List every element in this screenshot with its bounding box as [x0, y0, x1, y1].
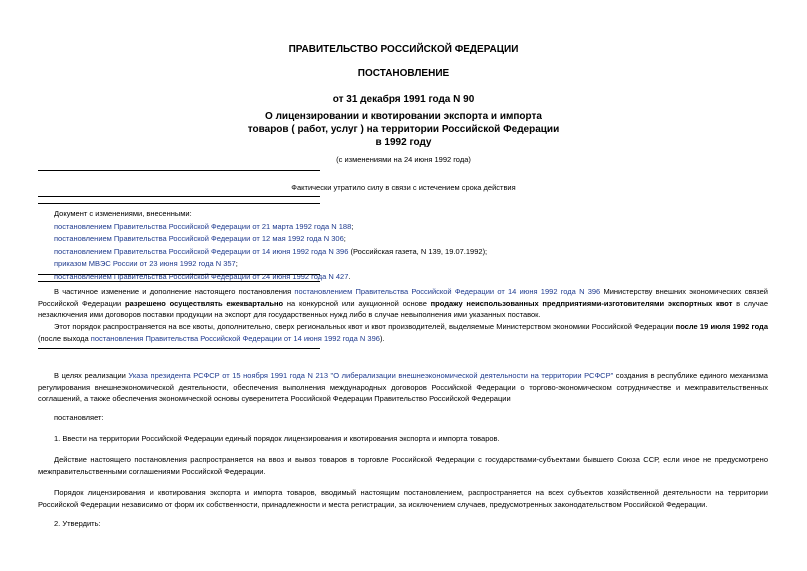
lost-force-note: Фактически утратило силу в связи с истечением срока действия [291, 183, 516, 192]
amendment-link[interactable]: постановлением Правительства Российской Федерации от 14 июня 1992 года N 396 [54, 246, 349, 256]
divider [38, 281, 320, 282]
divider [38, 348, 320, 349]
item-2: 2. Утвердить: [54, 519, 101, 528]
partial-change-paragraph: В частичное изменение и дополнение настоящего постановления постановлением Правительства Российской Федерации от 14 июня 1992 года N 396 Министерству внешних экономических связей Российской Федерации разрешено осуществлять ежеквартально на конкурсной или аукционной основе продажу неиспользованных предприятиями-изготовителями экспортных квот в случае незаключения ими договоров поставки продукции на экспорт для государственных нужд либо в случае невыполнения ими указанных поставок. [38, 287, 769, 319]
amendment-link[interactable]: постановлением Правительства Российской Федерации от 21 марта 1992 года N 188 [54, 221, 352, 231]
amendment-link[interactable]: постановлением Правительства Российской Федерации от 24 июня 1992 года N 427 [54, 271, 349, 281]
divider [38, 196, 320, 197]
amendment-item: постановлением Правительства Российской Федерации от 12 мая 1992 года N 306; [54, 234, 346, 243]
decree-213-link[interactable]: Указа президента РСФСР от 15 ноября 1991 года N 213 "О либерализации внешнеэкономической деятельности на территории РСФСР" [128, 371, 614, 380]
document-title [0, 110, 807, 149]
item-1: 1. Ввести на территории Российской Федерации единый порядок лицензирования и квотирования экспорта и импорта товаров. [54, 434, 500, 443]
title-line-3: в 1992 году [375, 137, 432, 148]
quota-order-paragraph: Этот порядок распространяется на все квоты, дополнительно, сверх региональных квот и квот производителей, выделяемые Министерством экономики Российской Федерации после 19 июля 1992 года (после выхода постановления Правительства Российской Федерации от 14 июня 1992 года N 396). [38, 322, 768, 343]
amendment-item: постановлением Правительства Российской Федерации от 14 июня 1992 года N 396 (Российская газета, N 139, 19.07.1992); [54, 246, 488, 256]
item-1-paragraph-2: Действие настоящего постановления распространяется на ввоз и вывоз товаров в торговле Российской Федерации с государствами-субъектами бывшего Союза ССР, если иное не предусмотрено межправительственными соглашениями Российской Федерации. [38, 455, 768, 476]
date-number: от 31 декабря 1991 года N 90 [332, 94, 475, 105]
amendment-item: постановлением Правительства Российской Федерации от 24 июня 1992 года N 427. [54, 271, 351, 281]
government-heading: ПРАВИТЕЛЬСТВО РОССИЙСКОЙ ФЕДЕРАЦИИ [288, 44, 519, 55]
amendment-item: постановлением Правительства Российской Федерации от 21 марта 1992 года N 188; [54, 221, 354, 231]
doc-type-heading: ПОСТАНОВЛЕНИЕ [357, 68, 450, 79]
divider [38, 274, 320, 275]
amendment-link[interactable]: приказом МВЭС России от 23 июня 1992 года N 357 [54, 259, 236, 268]
title-line-1: О лицензировании и квотировании экспорта и импорта [265, 111, 542, 122]
divider [38, 170, 320, 171]
title-line-2: товаров ( работ, услуг ) на территории Российской Федерации [247, 124, 560, 135]
amendment-link[interactable]: постановлением Правительства Российской Федерации от 12 мая 1992 года N 306 [54, 234, 344, 243]
decree-396-link[interactable]: постановлением Правительства Российской Федерации от 14 июня 1992 года N 396 [294, 287, 601, 296]
decree-396-link-2[interactable]: постановления Правительства Российской Федерации от 14 июня 1992 года N 396 [90, 333, 380, 343]
item-1-paragraph-3: Порядок лицензирования и квотирования экспорта и импорта товаров, вводимый настоящим постановлением, распространяется на всех субъектов хозяйственной деятельности на территории Российской Федерации независимо от форм их собственности, принадлежности и места регистрации, за исключением случаев, предусмотренных законодательством Российской Федерации. [38, 488, 768, 509]
divider [38, 203, 320, 204]
amendments-intro: Документ с изменениями, внесенными: [54, 209, 192, 218]
changes-note: (с изменениями на 24 июня 1992 года) [336, 155, 471, 164]
amendments-list [54, 208, 774, 283]
decides-text: постановляет: [54, 413, 104, 422]
preamble-paragraph: В целях реализации Указа президента РСФСР от 15 ноября 1991 года N 213 "О либерализации внешнеэкономической деятельности на территории РСФСР" создания в республике единого механизма регулирования внешнеэкономической деятельности, обеспечения выполнения международных договоров Российской Федерации о торгово-экономическом сотрудничестве и межправительственных соглашений, а также обеспечения экономической основы суверенитета Российской Федерации Правительство Российской Федерации [38, 371, 768, 403]
amendment-item: приказом МВЭС России от 23 июня 1992 года N 357; [54, 259, 238, 268]
